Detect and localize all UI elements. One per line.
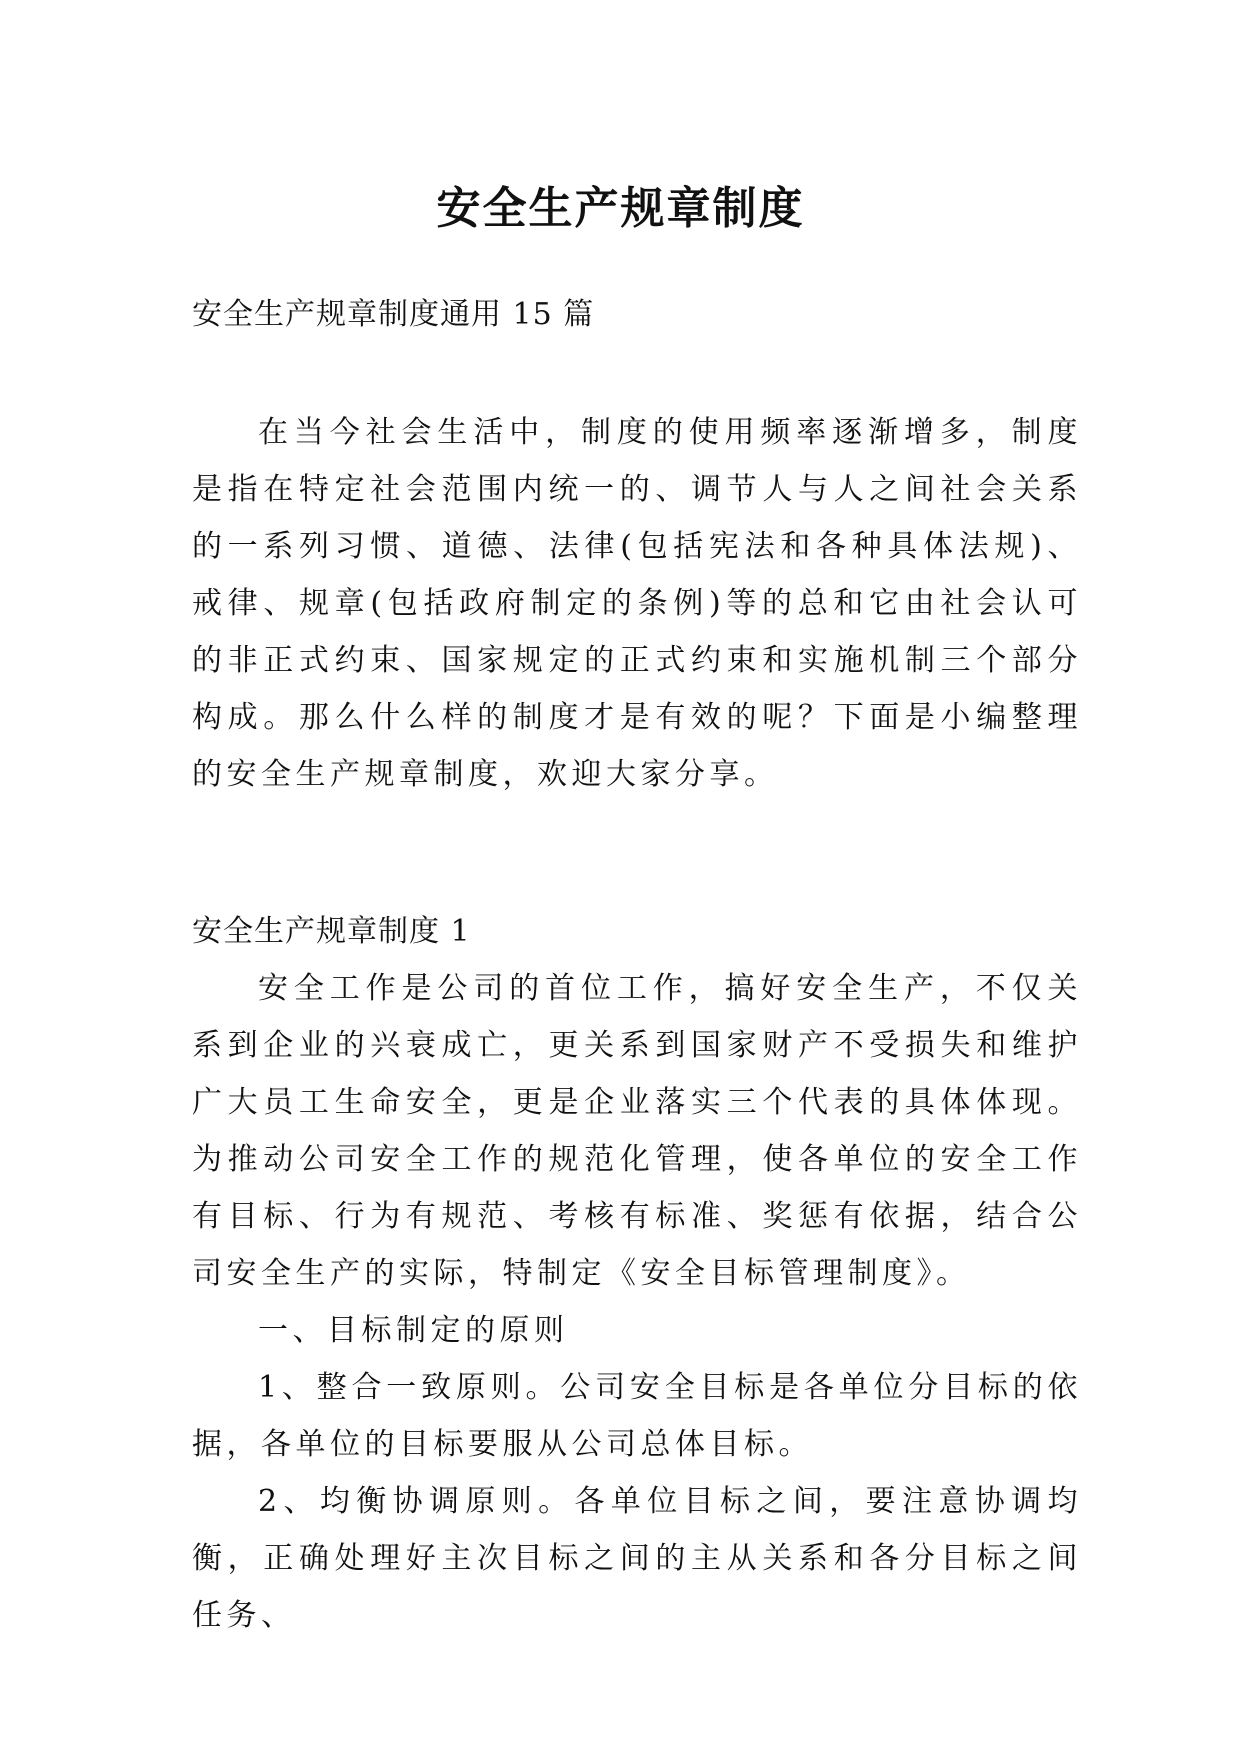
section-1 (192, 903, 1082, 1644)
section-heading: 安全生产规章制度 1 (192, 914, 471, 949)
document-title: 安全生产规章制度 (436, 183, 805, 235)
section-paragraph: 安全工作是公司的首位工作，搞好安全生产，不仅关系到企业的兴衰成亡，更关系到国家财产不受损失和维护广大员工生命安全，更是企业落实三个代表的具体体现。为推动公司安全工作的规范化管理，使各单位的安全工作有目标、行为有规范、考核有标准、奖惩有依据，结合公司安全生产的实际，特制定《安全目标管理制度》。 (192, 971, 1082, 1291)
section-paragraph: 1、整合一致原则。公司安全目标是各单位分目标的依据，各单位的目标要服从公司总体目标。 (192, 1370, 1082, 1462)
intro-paragraph: 在当今社会生活中，制度的使用频率逐渐增多，制度是指在特定社会范围内统一的、调节人与人之间社会关系的一系列习惯、道德、法律(包括宪法和各种具体法规)、戒律、规章(包括政府制定的条例)等的总和它由社会认可的非正式约束、国家规定的正式约束和实施机制三个部分构成。那么什么样的制度才是有效的呢？下面是小编整理的安全生产规章制度，欢迎大家分享。 (192, 415, 1082, 792)
document-subtitle: 安全生产规章制度通用 15 篇 (192, 297, 595, 332)
intro-section (192, 404, 1082, 803)
section-paragraph: 2、均衡协调原则。各单位目标之间，要注意协调均衡，正确处理好主次目标之间的主从关系和各分目标之间任务、 (192, 1484, 1082, 1633)
section-paragraph: 一、目标制定的原则 (258, 1313, 569, 1348)
